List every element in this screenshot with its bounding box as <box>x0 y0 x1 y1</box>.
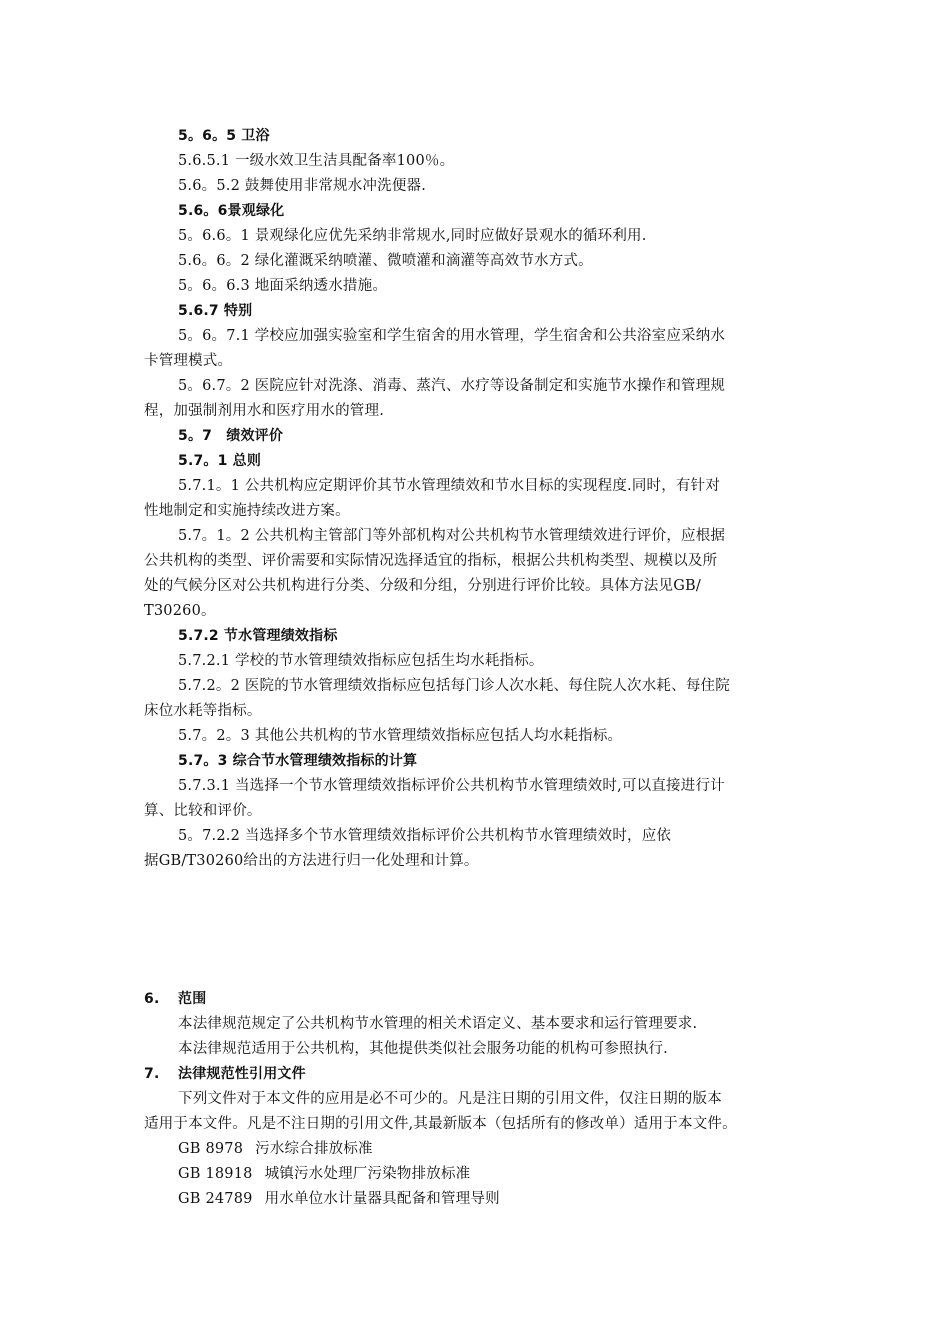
clause-5-6-7-1: 5。6。7.1 学校应加强实验室和学生宿舍的用水管理，学生宿舍和公共浴室应采纳水 <box>178 328 726 344</box>
clause-5-7-2-2-cont: 床位水耗等指标。 <box>144 703 262 719</box>
section-7-heading <box>144 1062 306 1087</box>
reference-title: 城镇污水处理厂污染物排放标准 <box>264 1166 471 1182</box>
section-7-paragraph-line-2: 适用于本文件。凡是不注日期的引用文件,其最新版本（包括所有的修改单）适用于本文件。 <box>144 1116 737 1132</box>
heading-5-7-2: 5.7.2 节水管理绩效指标 <box>178 628 338 644</box>
reference-code: GB 18918 <box>178 1166 253 1182</box>
reference-item <box>178 1137 373 1162</box>
clause-5-7-1-2: 5.7。1。2 公共机构主管部门等外部机构对公共机构节水管理绩效进行评价，应根据 <box>178 528 726 544</box>
clause-5-7-1-2-cont-1: 公共机构的类型、评价需要和实际情况选择适宜的指标，根据公共机构类型、规模以及所 <box>144 553 718 569</box>
reference-code: GB 24789 <box>178 1191 253 1207</box>
section-7-paragraph-line-1: 下列文件对于本文件的应用是必不可少的。凡是注日期的引用文件，仅注日期的版本 <box>178 1091 722 1107</box>
heading-5-6-5: 5。6。5 卫浴 <box>178 128 270 144</box>
heading-5-6-6: 5.6。6景观绿化 <box>178 203 285 219</box>
clause-5-6-5-1: 5.6.5.1 一级水效卫生洁具配备率100％。 <box>178 153 455 169</box>
clause-5-6-7-2: 5。6.7。2 医院应针对洗涤、消毒、蒸汽、水疗等设备制定和实施节水操作和管理规 <box>178 378 726 394</box>
reference-code: GB 8978 <box>178 1141 244 1157</box>
section-7-number: 7. <box>144 1066 160 1082</box>
clause-5-7-2-1: 5.7.2.1 学校的节水管理绩效指标应包括生均水耗指标。 <box>178 653 544 669</box>
reference-item <box>178 1187 500 1212</box>
heading-5-7-3: 5.7。3 综合节水管理绩效指标的计算 <box>178 753 418 769</box>
heading-5-6-7: 5.6.7 特别 <box>178 303 253 319</box>
section-7-title: 法律规范性引用文件 <box>178 1066 306 1082</box>
clause-5-7-2-2-b-cont: 据GB/T30260给出的方法进行归一化处理和计算。 <box>144 853 479 869</box>
section-6-paragraph-1: 本法律规范规定了公共机构节水管理的相关术语定义、基本要求和运行管理要求. <box>178 1016 698 1032</box>
clause-5-7-2-3: 5.7。2。3 其他公共机构的节水管理绩效指标应包括人均水耗指标。 <box>178 728 623 744</box>
clause-5-6-6-3: 5。6。6.3 地面采纳透水措施。 <box>178 278 388 294</box>
clause-5-6-7-2-cont: 程，加强制剂用水和医疗用水的管理. <box>144 403 385 419</box>
clause-5-7-2-2-b: 5。7.2.2 当选择多个节水管理绩效指标评价公共机构节水管理绩效时，应依 <box>178 828 672 844</box>
section-6-title: 范围 <box>178 991 207 1007</box>
heading-5-7-1: 5.7。1 总则 <box>178 453 262 469</box>
clause-5-7-1-2-cont-3: T30260。 <box>144 603 216 619</box>
clause-5-7-3-1-cont: 算、比较和评价。 <box>144 803 262 819</box>
reference-title: 污水综合排放标准 <box>255 1141 373 1157</box>
clause-5-6-7-1-cont: 卡管理模式。 <box>144 353 233 369</box>
section-6-number: 6. <box>144 991 160 1007</box>
clause-5-7-1-1: 5.7.1。1 公共机构应定期评价其节水管理绩效和节水目标的实现程度.同时，有针对 <box>178 478 721 494</box>
reference-title: 用水单位水计量器具配备和管理导则 <box>264 1191 500 1207</box>
clause-5-6-6-2: 5.6。6。2 绿化灌溉采纳喷灌、微喷灌和滴灌等高效节水方式。 <box>178 253 593 269</box>
reference-item <box>178 1162 470 1187</box>
section-6-heading <box>144 987 206 1012</box>
clause-5-7-3-1: 5.7.3.1 当选择一个节水管理绩效指标评价公共机构节水管理绩效时,可以直接进行计 <box>178 778 725 794</box>
clause-5-6-6-1: 5。6.6。1 景观绿化应优先采纳非常规水,同时应做好景观水的循环利用. <box>178 228 647 244</box>
section-6-paragraph-2: 本法律规范适用于公共机构，其他提供类似社会服务功能的机构可参照执行. <box>178 1041 668 1057</box>
clause-5-7-1-1-cont: 性地制定和实施持续改进方案。 <box>144 503 350 519</box>
clause-5-6-5-2: 5.6。5.2 鼓舞使用非常规水冲洗便器. <box>178 178 427 194</box>
clause-5-7-1-2-cont-2: 处的气候分区对公共机构进行分类、分级和分组，分别进行评价比较。具体方法见GB/ <box>144 578 701 594</box>
heading-5-7: 5。7 绩效评价 <box>178 428 284 444</box>
clause-5-7-2-2: 5.7.2。2 医院的节水管理绩效指标应包括每门诊人次水耗、每住院人次水耗、每住院 <box>178 678 730 694</box>
